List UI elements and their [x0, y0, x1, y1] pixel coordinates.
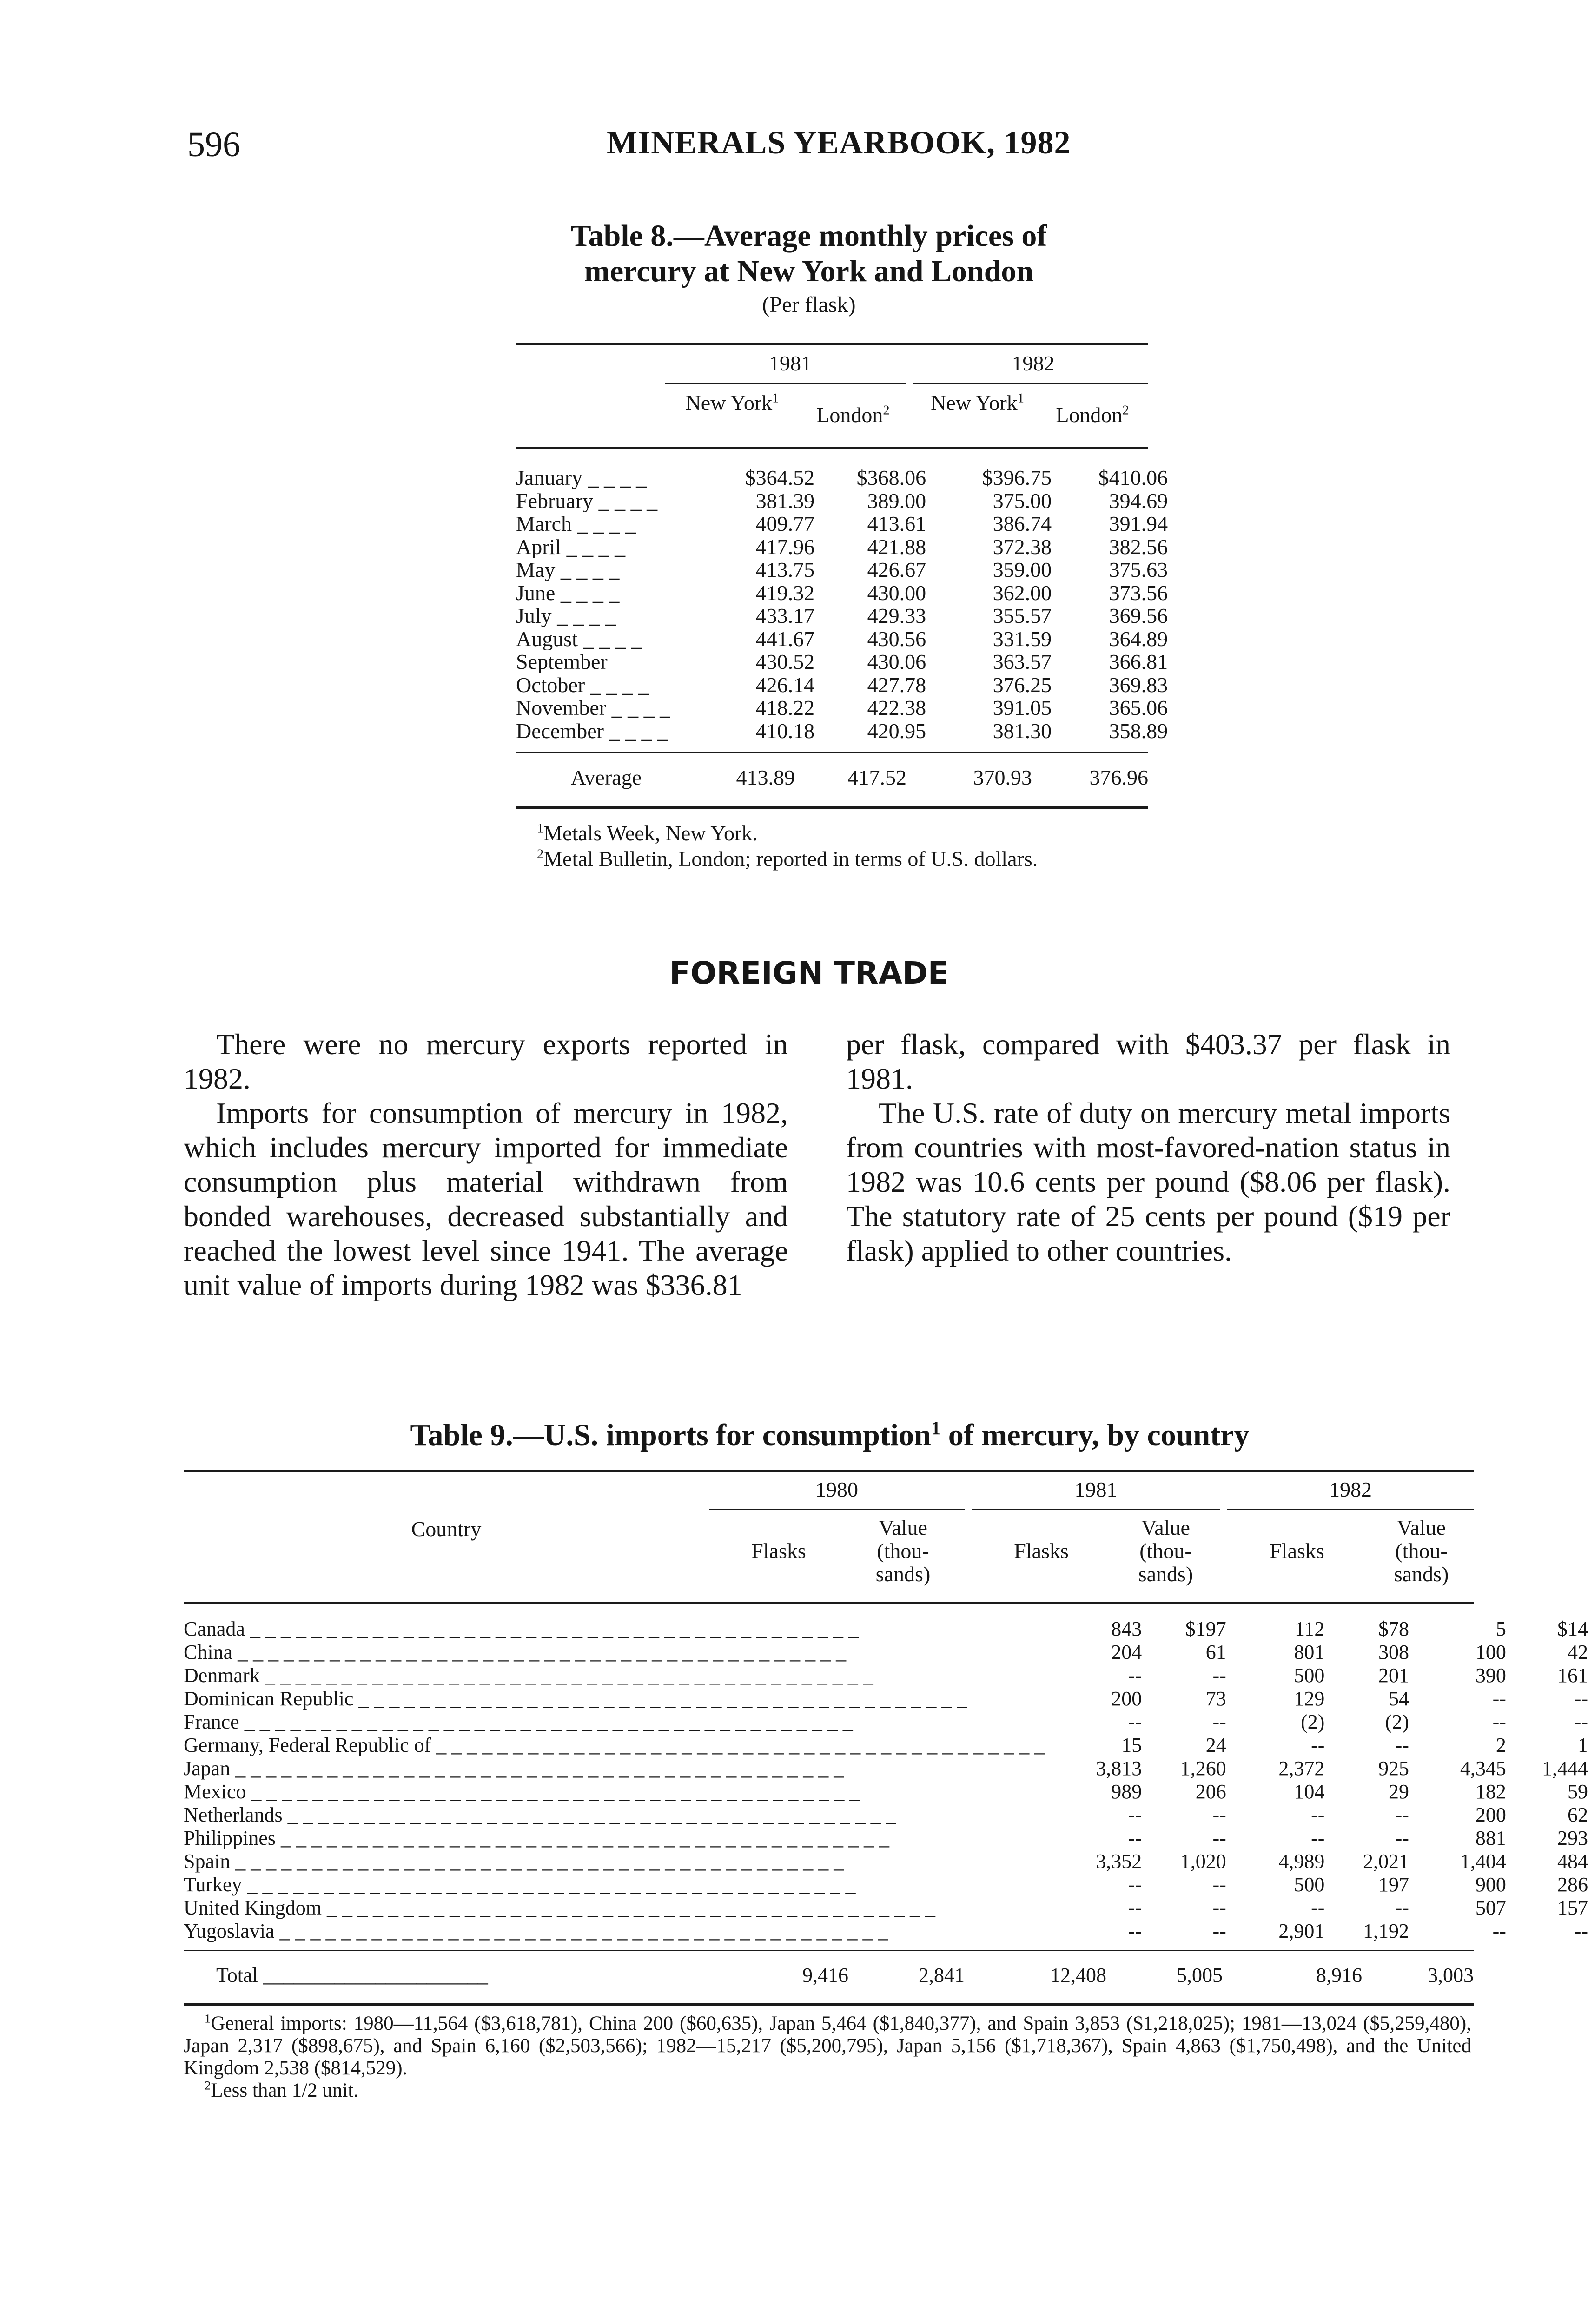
table9-cell-v1981: 308 [1378, 1641, 1409, 1664]
table9-cell-f1980: 3,813 [1096, 1757, 1142, 1780]
table9-cell-f1981: 500 [1294, 1873, 1325, 1896]
table9-cell-v1981: 925 [1378, 1757, 1409, 1780]
table9-footnote-1: $^1$General imports: 1980—11,564 ($3,618,781), China 200 ($60,635), Japan 5,464 ($1,840,377), and Spain 3,853 ($1,218,025); 1981—13,024 ($5,259,480), Japan 2,317 ($898,675), and Spain 6,160 ($2,503,566); 1982—15,217 ($5,200,795), Japan 5,156 ($1,718,367), Spain 4,863 ($1,750,498), and the United Kingdom 2,538 ($814,529). [184, 2011, 1471, 2079]
table8-row [516, 696, 1168, 720]
table8-cell-lon1981: 429.33 [867, 604, 926, 627]
page-number: 596 [187, 125, 240, 164]
table9-cell-v1981: -- [1395, 1827, 1409, 1849]
right-column [846, 1027, 1450, 1268]
table8-bottom-rule [516, 806, 1148, 809]
table9-cell-v1982: 161 [1557, 1664, 1588, 1687]
table8-title-line1: Table 8.—Average monthly prices of [570, 219, 1047, 253]
table9-cell-f1982: -- [1492, 1710, 1506, 1733]
table8-cell-ny1982: 362.00 [992, 581, 1052, 605]
table8-cell-lon1981: 430.06 [867, 650, 926, 673]
table9-cell-v1980: 73 [1205, 1687, 1226, 1710]
table9-country: Germany, Federal Republic of _ _ _ _ _ _ _ _ _ _ _ _ _ _ _ _ _ _ _ _ _ _ _ _ _ _ _ _ _ _ _ _ _ _ _ _ _ _ _ _ [184, 1734, 1045, 1756]
table8-avg-ny1982: 370.93 [973, 766, 1032, 789]
table8-avg-ny1981: 413.89 [736, 766, 795, 789]
table8-cell-ny1982: 391.05 [992, 696, 1052, 720]
section-title: FOREIGN TRADE [669, 955, 949, 991]
table9-row [184, 1920, 1588, 1943]
table9-country: China _ _ _ _ _ _ _ _ _ _ _ _ _ _ _ _ _ _ _ _ _ _ _ _ _ _ _ _ _ _ _ _ _ _ _ _ _ _ _ _ [184, 1641, 847, 1664]
table8-col-newyork-1982: New York$^1$ [931, 391, 1024, 415]
table9-cell-v1982: 293 [1557, 1827, 1588, 1849]
table9-row [184, 1803, 1588, 1827]
table8-cell-lon1981: 389.00 [867, 489, 926, 513]
table9-total-row [184, 1964, 1474, 1987]
table9-cell-v1981: 1,192 [1363, 1920, 1409, 1942]
table8-col-london-1982: London$^2$ [1056, 403, 1129, 427]
table9-cell-v1982: 1 [1578, 1734, 1588, 1756]
table9-country: Canada _ _ _ _ _ _ _ _ _ _ _ _ _ _ _ _ _ _ _ _ _ _ _ _ _ _ _ _ _ _ _ _ _ _ _ _ _ _ _ _ [184, 1618, 859, 1640]
table8-footnotes [516, 820, 1148, 872]
table8-cell-lon1982: 391.94 [1109, 512, 1168, 535]
table8-top-rule [516, 343, 1148, 345]
table9-cell-v1982: $14 [1557, 1618, 1588, 1640]
table9-cell-v1980: -- [1212, 1710, 1226, 1733]
table8-row [516, 466, 1168, 489]
table9-col-flasks-1981: Flasks [1014, 1539, 1069, 1563]
table8-row [516, 535, 1168, 559]
table9-cell-f1982: 2 [1495, 1734, 1506, 1756]
table9-cell-v1980: 1,260 [1180, 1757, 1226, 1780]
table8-avg-lon1981: 417.52 [847, 766, 906, 789]
table9-year-rule-1980 [709, 1509, 965, 1510]
table9-cell-f1980: 204 [1111, 1641, 1142, 1664]
table9-cell-v1982: 286 [1557, 1873, 1588, 1896]
table8-row [516, 512, 1168, 535]
table8-month: April _ _ _ _ [516, 535, 626, 558]
paragraph-imports-continued: per flask, compared with $403.37 per flask in 1981. [846, 1028, 1450, 1095]
table9-total-v1981: 5,005 [1177, 1964, 1223, 1987]
table9-row [184, 1664, 1588, 1687]
table9-cell-f1982: 1,404 [1460, 1850, 1506, 1873]
table9-cell-f1982: 5 [1495, 1618, 1506, 1640]
table8-cell-lon1982: 369.56 [1109, 604, 1168, 627]
table8-cell-lon1981: $368.06 [856, 466, 926, 489]
table9-cell-f1981: (2) [1301, 1710, 1325, 1733]
table9-cell-f1982: 100 [1475, 1641, 1506, 1664]
table8-month: November _ _ _ _ [516, 696, 671, 720]
table9-body [184, 1618, 1588, 1943]
table8-col-london-1981: London$^2$ [816, 403, 890, 427]
table8-footnote-1: $^1$Metals Week, New York. [537, 821, 758, 845]
table8-cell-ny1981: 418.22 [755, 696, 815, 720]
table9-cell-f1980: -- [1128, 1920, 1142, 1942]
table8-cell-lon1981: 421.88 [867, 535, 926, 559]
table9-cell-f1981: -- [1311, 1896, 1325, 1919]
table9-row [184, 1780, 1588, 1803]
table9-cell-v1980: -- [1212, 1920, 1226, 1942]
table9-cell-v1982: 42 [1568, 1641, 1588, 1664]
table9-cell-f1982: 900 [1475, 1873, 1506, 1896]
table9-country: Denmark _ _ _ _ _ _ _ _ _ _ _ _ _ _ _ _ _ _ _ _ _ _ _ _ _ _ _ _ _ _ _ _ _ _ _ _ _ _ _ _ [184, 1664, 873, 1687]
table8-month: August _ _ _ _ [516, 627, 642, 650]
table9-col-value-1980: Value (thou- sands) [875, 1516, 931, 1586]
table9-total-v1982: 3,003 [1428, 1964, 1474, 1987]
table9-cell-f1981: -- [1311, 1827, 1325, 1849]
table9-cell-f1981: 4,989 [1278, 1850, 1325, 1873]
table9-cell-f1980: 843 [1111, 1618, 1142, 1640]
table9-cell-f1981: 104 [1294, 1780, 1325, 1803]
table9-cell-v1981: (2) [1385, 1710, 1409, 1733]
table9-row [184, 1827, 1588, 1850]
table9-cell-f1980: -- [1128, 1664, 1142, 1687]
table8-cell-lon1982: 365.06 [1109, 696, 1168, 720]
table9-cell-f1981: -- [1311, 1734, 1325, 1756]
table9-cell-f1980: 3,352 [1096, 1850, 1142, 1873]
table9-country: Mexico _ _ _ _ _ _ _ _ _ _ _ _ _ _ _ _ _ _ _ _ _ _ _ _ _ _ _ _ _ _ _ _ _ _ _ _ _ _ _ _ [184, 1780, 860, 1803]
table8-average-label: Average [570, 766, 642, 789]
table9-cell-v1980: $197 [1185, 1618, 1226, 1640]
table8-cell-ny1981: 433.17 [755, 604, 815, 627]
table9-country: Yugoslavia _ _ _ _ _ _ _ _ _ _ _ _ _ _ _ _ _ _ _ _ _ _ _ _ _ _ _ _ _ _ _ _ _ _ _ _ _ _ _ _ [184, 1920, 888, 1942]
table9-year-1982: 1982 [1329, 1478, 1372, 1501]
table8-cell-ny1982: 359.00 [992, 558, 1052, 581]
table8-cell-lon1982: 358.89 [1109, 719, 1168, 743]
table8-cell-ny1981: 426.14 [755, 673, 815, 697]
table8-cell-ny1981: 381.39 [755, 489, 815, 513]
table9-col-country: Country [411, 1517, 482, 1541]
table8-month: May _ _ _ _ [516, 558, 620, 581]
table8-cell-ny1981: 409.77 [755, 512, 815, 535]
table9-cell-v1981: $78 [1378, 1618, 1409, 1640]
table8-row [516, 673, 1168, 697]
table9-cell-v1980: 1,020 [1180, 1850, 1226, 1873]
table9-country: Dominican Republic _ _ _ _ _ _ _ _ _ _ _ _ _ _ _ _ _ _ _ _ _ _ _ _ _ _ _ _ _ _ _ _ _ _ _ _ _ _ _ _ [184, 1687, 967, 1710]
table8-avg-lon1982: 376.96 [1089, 766, 1148, 789]
table9-cell-v1982: -- [1574, 1687, 1588, 1710]
table9-row [184, 1734, 1588, 1757]
table9-cell-f1980: 15 [1121, 1734, 1142, 1756]
table9-cell-f1980: -- [1128, 1896, 1142, 1919]
table8-title [502, 218, 1116, 289]
table9-country: Philippines _ _ _ _ _ _ _ _ _ _ _ _ _ _ _ _ _ _ _ _ _ _ _ _ _ _ _ _ _ _ _ _ _ _ _ _ _ _ _ _ [184, 1827, 890, 1849]
table9-cell-v1982: 157 [1557, 1896, 1588, 1919]
table9-cell-v1981: 29 [1388, 1780, 1409, 1803]
table9-row [184, 1873, 1588, 1896]
table9-country: United Kingdom _ _ _ _ _ _ _ _ _ _ _ _ _ _ _ _ _ _ _ _ _ _ _ _ _ _ _ _ _ _ _ _ _ _ _ _ _ _ _ _ [184, 1896, 935, 1919]
table8-header-rule [516, 447, 1148, 449]
table9-cell-v1981: -- [1395, 1734, 1409, 1756]
table9-cell-f1980: -- [1128, 1803, 1142, 1826]
table9-year-1980: 1980 [815, 1478, 858, 1501]
table9-cell-f1981: 129 [1294, 1687, 1325, 1710]
table8-month: October _ _ _ _ [516, 673, 649, 696]
table8-cell-ny1982: 372.38 [992, 535, 1052, 559]
table8-cell-lon1982: $410.06 [1098, 466, 1168, 489]
table9-cell-f1982: 182 [1475, 1780, 1506, 1803]
table9-cell-v1980: -- [1212, 1664, 1226, 1687]
table8-cell-ny1982: $396.75 [982, 466, 1052, 489]
table9-cell-f1981: -- [1311, 1803, 1325, 1826]
table8-row [516, 489, 1168, 513]
table9-row [184, 1710, 1588, 1734]
table8-row [516, 650, 1168, 673]
table9-country: Japan _ _ _ _ _ _ _ _ _ _ _ _ _ _ _ _ _ _ _ _ _ _ _ _ _ _ _ _ _ _ _ _ _ _ _ _ _ _ _ _ [184, 1757, 844, 1780]
table9-country: France _ _ _ _ _ _ _ _ _ _ _ _ _ _ _ _ _ _ _ _ _ _ _ _ _ _ _ _ _ _ _ _ _ _ _ _ _ _ _ _ [184, 1710, 853, 1733]
table9-cell-v1981: 54 [1388, 1687, 1409, 1710]
table8-cell-lon1982: 394.69 [1109, 489, 1168, 513]
table8-cell-ny1982: 331.59 [992, 627, 1052, 651]
table8-year-rule-1982 [913, 383, 1148, 384]
table9-top-rule [184, 1470, 1474, 1472]
table9-cell-f1981: 2,372 [1278, 1757, 1325, 1780]
table9-row [184, 1641, 1588, 1664]
table9-cell-v1980: -- [1212, 1896, 1226, 1919]
table8-month: June _ _ _ _ [516, 581, 620, 604]
table9-cell-v1980: -- [1212, 1803, 1226, 1826]
table8-month: February _ _ _ _ [516, 489, 658, 512]
paragraph-imports: Imports for consumption of mercury in 1982, which includes mercury imported for immediate consumption plus material withdrawn from bonded warehouses, decreased substantially and reached the lowest level since 1941. The average unit value of imports during 1982 was $336.81 [184, 1096, 788, 1301]
table9-total-rule [184, 1950, 1474, 1951]
table8-cell-lon1981: 430.56 [867, 627, 926, 651]
table9-row [184, 1757, 1588, 1780]
table8-cell-lon1982: 375.63 [1109, 558, 1168, 581]
table8-cell-lon1982: 366.81 [1109, 650, 1168, 673]
table9-bottom-rule [184, 2003, 1474, 2006]
table9-footnotes [184, 2013, 1471, 2102]
table9-cell-v1980: 206 [1195, 1780, 1226, 1803]
paragraph-duty: The U.S. rate of duty on mercury metal imports from countries with most-favored-nation status in 1982 was 10.6 cents per pound ($8.06 per flask). The statutory rate of 25 cents per pound ($19 per flask) applied to other countries. [846, 1096, 1450, 1267]
table8-col-newyork-1981: New York$^1$ [685, 391, 779, 415]
table9-country: Turkey _ _ _ _ _ _ _ _ _ _ _ _ _ _ _ _ _ _ _ _ _ _ _ _ _ _ _ _ _ _ _ _ _ _ _ _ _ _ _ _ [184, 1873, 856, 1896]
table8-cell-ny1982: 386.74 [992, 512, 1052, 535]
table9-cell-f1982: 200 [1475, 1803, 1506, 1826]
table8-month: July _ _ _ _ [516, 604, 616, 627]
table9-footnote-2: $^2$Less than 1/2 unit. [205, 2078, 359, 2101]
table9-header-rule [184, 1602, 1474, 1604]
table9-total-f1982: 8,916 [1316, 1964, 1362, 1987]
table9-year-1981: 1981 [1074, 1478, 1118, 1501]
table8-month: March _ _ _ _ [516, 512, 636, 535]
table9-total-f1980: 9,416 [802, 1964, 848, 1987]
running-title: MINERALS YEARBOOK, 1982 [607, 125, 1071, 161]
table9-cell-f1982: 507 [1475, 1896, 1506, 1919]
table9-col-flasks-1980: Flasks [751, 1539, 806, 1563]
table9-cell-v1981: -- [1395, 1896, 1409, 1919]
table8-cell-ny1981: 430.52 [755, 650, 815, 673]
table8-average-rule [516, 752, 1148, 753]
table8-cell-ny1982: 381.30 [992, 719, 1052, 743]
table9-cell-f1982: -- [1492, 1687, 1506, 1710]
table9-total-v1980: 2,841 [919, 1964, 965, 1987]
table8-subtitle: (Per flask) [762, 292, 856, 317]
table8-row [516, 558, 1168, 581]
table8-row [516, 604, 1168, 627]
table9-cell-f1980: 989 [1111, 1780, 1142, 1803]
table9-cell-f1982: 390 [1475, 1664, 1506, 1687]
table9-row [184, 1618, 1588, 1641]
table9-row [184, 1687, 1588, 1710]
table9-total-f1981: 12,408 [1050, 1964, 1106, 1987]
table9-cell-f1980: -- [1128, 1873, 1142, 1896]
table9-cell-v1982: 62 [1568, 1803, 1588, 1826]
table9-cell-v1981: 197 [1378, 1873, 1409, 1896]
table9-col-flasks-1982: Flasks [1270, 1539, 1324, 1563]
table8-cell-ny1982: 363.57 [992, 650, 1052, 673]
table8-row [516, 627, 1168, 651]
table9-cell-f1980: -- [1128, 1827, 1142, 1849]
table9-cell-f1981: 112 [1295, 1618, 1325, 1640]
left-column [184, 1027, 788, 1302]
table8-cell-ny1981: 441.67 [755, 627, 815, 651]
table8-cell-ny1981: $364.52 [745, 466, 815, 489]
table9-cell-f1981: 500 [1294, 1664, 1325, 1687]
table8-month: January _ _ _ _ [516, 466, 647, 489]
table9-cell-v1980: 61 [1205, 1641, 1226, 1664]
table9-col-value-1981: Value (thou- sands) [1138, 1516, 1193, 1586]
table8-cell-lon1981: 426.67 [867, 558, 926, 581]
table9-cell-v1982: -- [1574, 1920, 1588, 1942]
table9-cell-f1980: -- [1128, 1710, 1142, 1733]
table9-cell-v1981: -- [1395, 1803, 1409, 1826]
table9-cell-f1981: 801 [1294, 1641, 1325, 1664]
table9-row [184, 1850, 1588, 1873]
table8-cell-lon1982: 364.89 [1109, 627, 1168, 651]
table9-country: Spain _ _ _ _ _ _ _ _ _ _ _ _ _ _ _ _ _ _ _ _ _ _ _ _ _ _ _ _ _ _ _ _ _ _ _ _ _ _ _ _ [184, 1850, 844, 1873]
table8-month: December _ _ _ _ [516, 719, 668, 742]
table8-cell-ny1981: 410.18 [755, 719, 815, 743]
table9-cell-v1980: -- [1212, 1827, 1226, 1849]
table8-cell-ny1981: 413.75 [755, 558, 815, 581]
table8-year-1981: 1981 [769, 351, 812, 375]
table8-cell-lon1982: 373.56 [1109, 581, 1168, 605]
table8-cell-lon1981: 430.00 [867, 581, 926, 605]
table9-cell-f1981: 2,901 [1278, 1920, 1325, 1942]
table9-title: Table 9.—U.S. imports for consumption$^1$ of mercury, by country [410, 1418, 1250, 1452]
table8-month: September [516, 650, 608, 673]
table9-year-rule-1981 [972, 1509, 1220, 1510]
table8-cell-lon1981: 422.38 [867, 696, 926, 720]
table8-body [516, 466, 1168, 742]
table9-country: Netherlands _ _ _ _ _ _ _ _ _ _ _ _ _ _ _ _ _ _ _ _ _ _ _ _ _ _ _ _ _ _ _ _ _ _ _ _ _ _ _ _ [184, 1803, 896, 1826]
table9-cell-v1982: 484 [1557, 1850, 1588, 1873]
table9-year-rule-1982 [1227, 1509, 1474, 1510]
table8-row [516, 720, 1168, 743]
table8-year-1982: 1982 [1012, 351, 1055, 375]
table8-cell-ny1981: 417.96 [755, 535, 815, 559]
table8-average-row [516, 766, 1148, 789]
table9-total-label: Total ______________________ [216, 1964, 488, 1987]
table9-cell-f1982: -- [1492, 1920, 1506, 1942]
paragraph-exports: There were no mercury exports reported in 1982. [184, 1028, 788, 1095]
table8-cell-lon1981: 420.95 [867, 719, 926, 743]
table9-cell-v1982: 59 [1568, 1780, 1588, 1803]
table9-cell-v1982: 1,444 [1542, 1757, 1588, 1780]
table9-cell-f1982: 881 [1475, 1827, 1506, 1849]
table9-cell-v1982: -- [1574, 1710, 1588, 1733]
table8-cell-lon1981: 427.78 [867, 673, 926, 697]
table8-row [516, 581, 1168, 605]
table9-cell-f1982: 4,345 [1460, 1757, 1506, 1780]
table8-cell-ny1982: 376.25 [992, 673, 1052, 697]
table9-row [184, 1896, 1588, 1920]
table8-cell-ny1982: 355.57 [992, 604, 1052, 627]
table8-cell-ny1981: 419.32 [755, 581, 815, 605]
table9-cell-v1980: -- [1212, 1873, 1226, 1896]
table8-year-rule-1981 [665, 383, 906, 384]
table8-cell-lon1981: 413.61 [867, 512, 926, 535]
table9-cell-v1981: 201 [1378, 1664, 1409, 1687]
table9-cell-f1980: 200 [1111, 1687, 1142, 1710]
table8-cell-ny1982: 375.00 [992, 489, 1052, 513]
table8-cell-lon1982: 369.83 [1109, 673, 1168, 697]
table9-col-value-1982: Value (thou- sands) [1394, 1516, 1449, 1586]
table8-cell-lon1982: 382.56 [1109, 535, 1168, 559]
table9-cell-v1980: 24 [1205, 1734, 1226, 1756]
table8-title-line2: mercury at New York and London [584, 254, 1034, 288]
table8-footnote-2: $^2$Metal Bulletin, London; reported in terms of U.S. dollars. [537, 847, 1038, 871]
table9-cell-v1981: 2,021 [1363, 1850, 1409, 1873]
